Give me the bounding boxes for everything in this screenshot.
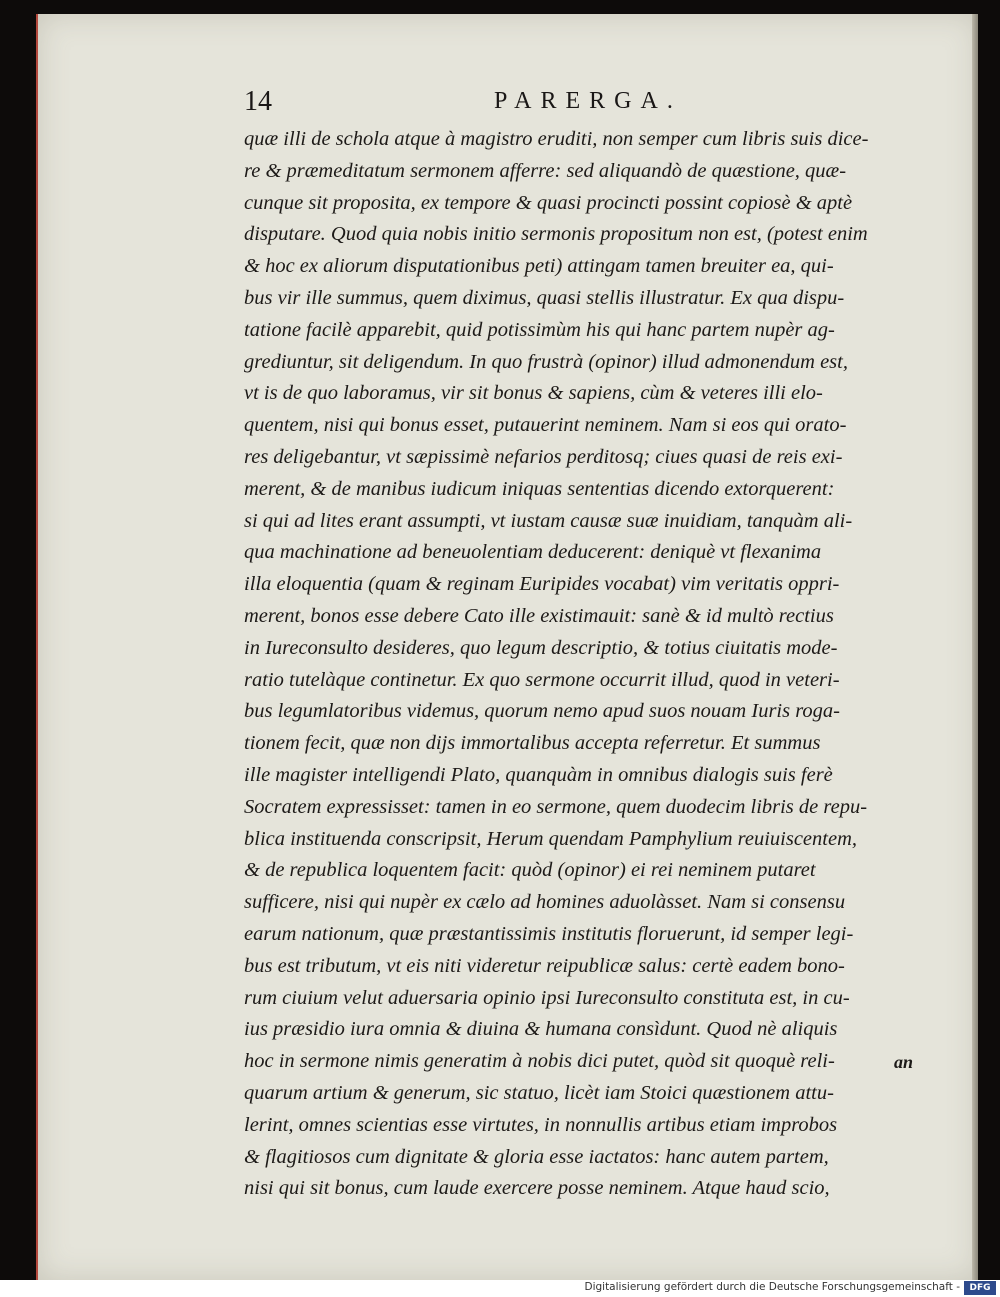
- catchword: an: [894, 1052, 914, 1072]
- text-line: cunque sit proposita, ex tempore & quasi procincti possint copiosè & aptè: [244, 191, 853, 214]
- text-line: & flagitiosos cum dignitate & gloria esse iactatos: hanc autem partem,: [244, 1145, 829, 1168]
- text-line: disputare. Quod quia nobis initio sermonis propositum non est, (potest enim: [244, 223, 868, 246]
- text-line: qua machinatione ad beneuolentiam deducerent: deniquè vt flexanima: [244, 541, 822, 564]
- text-line: quarum artium & generum, sic statuo, licèt iam Stoici quæstionem attu-: [244, 1081, 834, 1104]
- text-line: vt is de quo laboramus, vir sit bonus & sapiens, cùm & veteres illi elo-: [244, 382, 823, 405]
- page-edge-right: [972, 14, 978, 1280]
- text-line: grediuntur, sit deligendum. In quo frustrà (opinor) illud admonendum est,: [244, 350, 848, 373]
- text-line: quentem, nisi qui bonus esset, putauerint neminem. Nam si eos qui orato-: [244, 414, 847, 437]
- text-line: earum nationum, quæ præstantissimis institutis floruerunt, id semper legi-: [244, 922, 854, 945]
- text-line: ratio tutelàque continetur. Ex quo sermone occurrit illud, quod in veteri-: [244, 668, 840, 691]
- text-line: bus legumlatoribus videmus, quorum nemo apud suos nouam Iuris roga-: [244, 700, 841, 723]
- body-text: [244, 124, 934, 1205]
- text-line: quæ illi de schola atque à magistro eruditi, non semper cum libris suis dice-: [244, 128, 869, 150]
- text-line: Socratem expressisset: tamen in eo sermone, quem duodecim libris de repu-: [244, 795, 868, 818]
- text-line: tionem fecit, quæ non dijs immortalibus accepta referretur. Et summus: [244, 732, 821, 755]
- page-number: 14: [244, 86, 272, 117]
- text-line: merent, bonos esse debere Cato ille existimauit: sanè & id multò rectius: [244, 604, 834, 627]
- footer-credit: Digitalisierung gefördert durch die Deutsche Forschungsgemeinschaft -: [584, 1281, 960, 1293]
- text-line: illa eloquentia (quam & reginam Euripides vocabat) vim veritatis oppri-: [244, 573, 840, 596]
- dfg-logo: DFG: [964, 1281, 996, 1295]
- text-line: in Iureconsulto desideres, quo legum descriptio, & totius ciuitatis mode-: [244, 636, 838, 659]
- text-line: tatione facilè apparebit, quid potissimùm his qui hanc partem nupèr ag-: [244, 318, 835, 341]
- text-line: sufficere, nisi qui nupèr ex cælo ad homines aduolàsset. Nam si consensu: [244, 891, 846, 914]
- text-line: ius præsidio iura omnia & diuina & humana consìdunt. Quod nè aliquis: [244, 1018, 838, 1041]
- running-head: [244, 86, 944, 120]
- footer-bar: [0, 1280, 1000, 1297]
- text-line: lerint, omnes scientias esse virtutes, in nonnullis artibus etiam improbos: [244, 1113, 838, 1136]
- text-line: merent, & de manibus iudicum iniquas sententias dicendo extorquerent:: [244, 477, 835, 500]
- text-line: si qui ad lites erant assumpti, vt iustam causæ suæ inuidiam, tanquàm ali-: [244, 509, 853, 532]
- text-line: re & præmeditatum sermonem afferre: sed aliquandò de quæstione, quæ-: [244, 159, 847, 182]
- text-line: bus est tributum, vt eis niti videretur reipublicæ salus: certè eadem bono-: [244, 954, 845, 977]
- text-line: & hoc ex aliorum disputationibus peti) attingam tamen breuiter ea, qui-: [244, 255, 834, 278]
- text-line: & de republica loquentem facit: quòd (opinor) ei rei neminem putaret: [244, 859, 816, 882]
- text-line: rum ciuium velut aduersaria opinio ipsi Iureconsulto constituta est, in cu-: [244, 986, 850, 1009]
- text-line: nisi qui sit bonus, cum laude exercere posse neminem. Atque haud scio,: [244, 1177, 830, 1200]
- text-line: blica instituenda conscripsit, Herum quendam Pamphylium reuiuiscentem,: [244, 827, 858, 850]
- text-line: hoc in sermone nimis generatim à nobis dici putet, quòd sit quoquè reli-: [244, 1050, 835, 1073]
- text-line: bus vir ille summus, quem diximus, quasi stellis illustratur. Ex qua dispu-: [244, 286, 845, 309]
- running-title: PARERGA.: [494, 88, 682, 114]
- text-line: ille magister intelligendi Plato, quanquàm in omnibus dialogis suis ferè: [244, 763, 833, 786]
- text-line: res deligebantur, vt sæpissimè nefarios perditosq; ciues quasi de reis exi-: [244, 445, 843, 468]
